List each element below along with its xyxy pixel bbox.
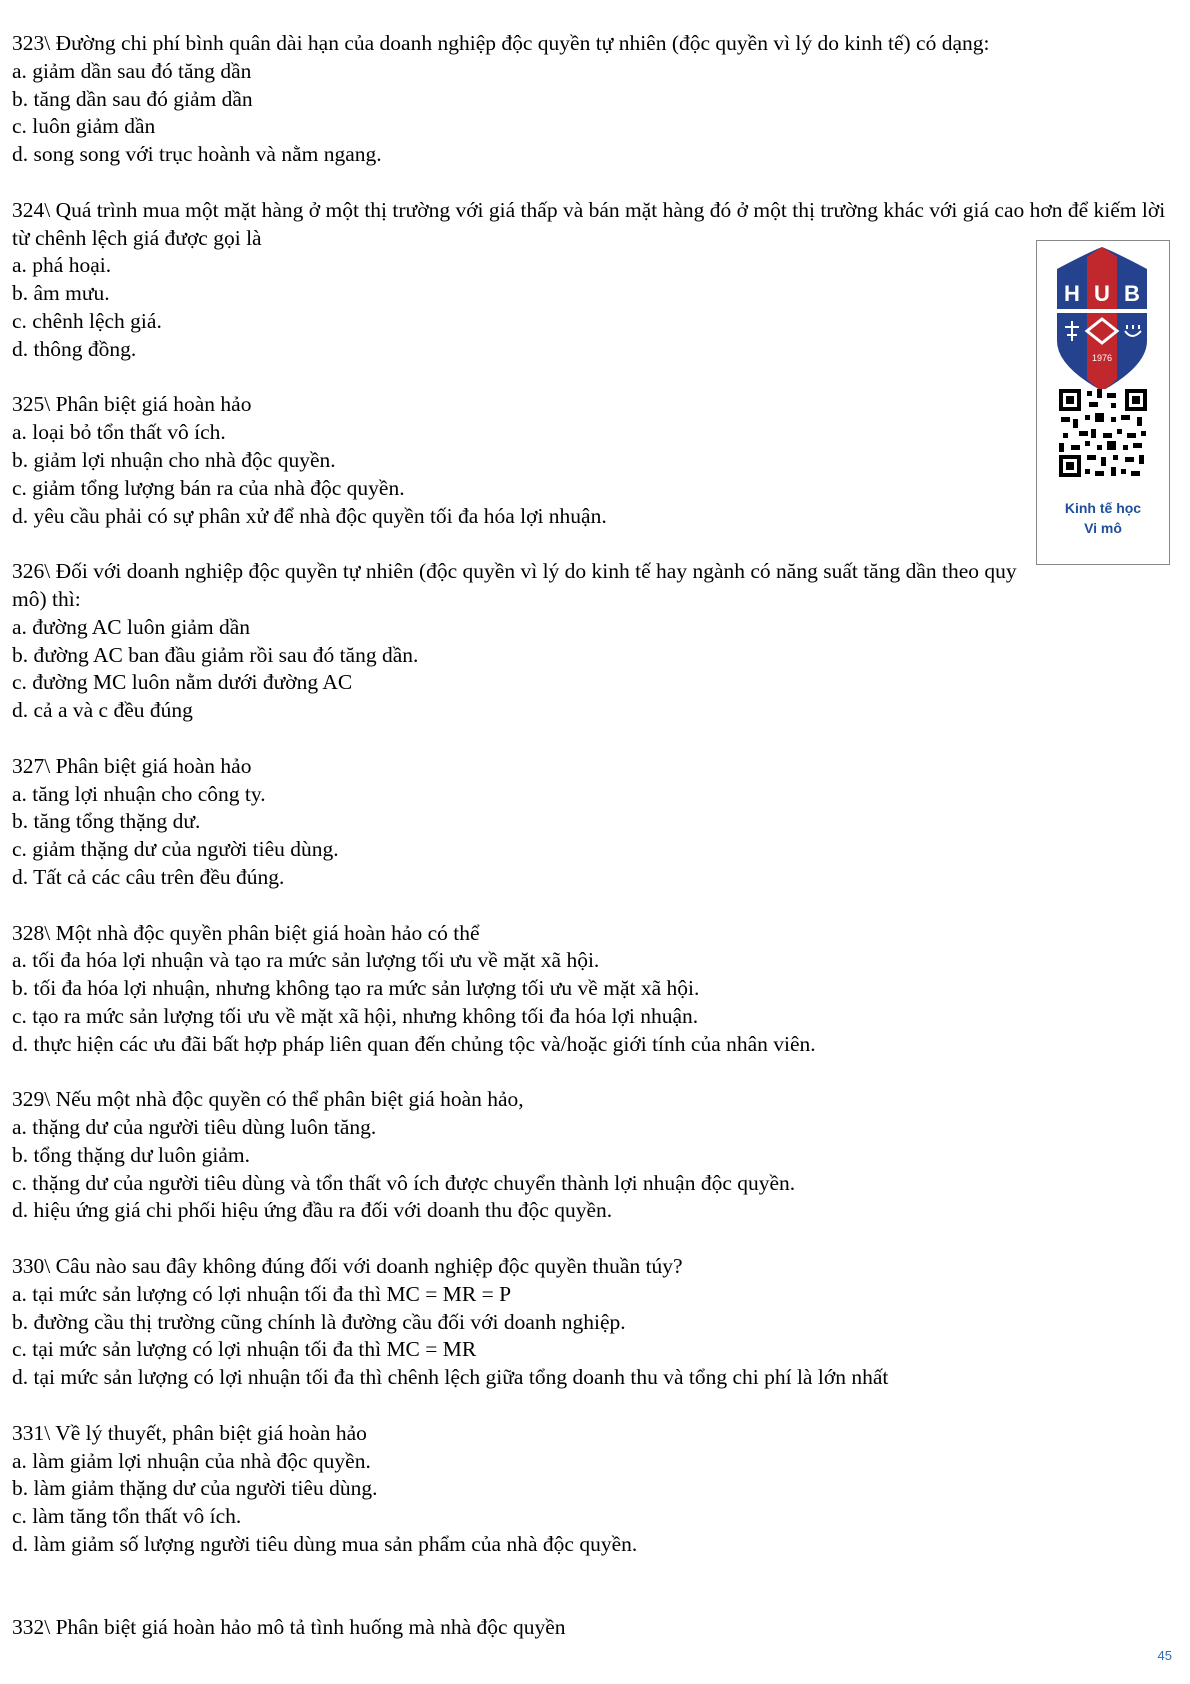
option-d: d. hiệu ứng giá chi phối hiệu ứng đầu ra đối với doanh thu độc quyền.	[12, 1198, 613, 1223]
option-d: d. làm giảm số lượng người tiêu dùng mua sản phẩm của nhà độc quyền.	[12, 1532, 638, 1557]
question-325	[12, 391, 1172, 530]
option-c: c. làm tăng tổn thất vô ích.	[12, 1504, 242, 1529]
question-332	[12, 1614, 1172, 1642]
question-stem: 329\ Nếu một nhà độc quyền có thể phân biệt giá hoàn hảo,	[12, 1087, 524, 1112]
option-c: c. thặng dư của người tiêu dùng và tổn thất vô ích được chuyển thành lợi nhuận độc quyền.	[12, 1170, 796, 1195]
option-c: c. luôn giảm dần	[12, 114, 156, 139]
question-326	[12, 558, 1172, 725]
question-324	[12, 197, 1172, 364]
question-327	[12, 753, 1172, 892]
question-stem: 331\ Về lý thuyết, phân biệt giá hoàn hảo	[12, 1420, 367, 1445]
option-d: d. Tất cả các câu trên đều đúng.	[12, 864, 285, 889]
option-d: d. yêu cầu phải có sự phân xử để nhà độc quyền tối đa hóa lợi nhuận.	[12, 503, 607, 528]
option-b: b. làm giảm thặng dư của người tiêu dùng.	[12, 1476, 378, 1501]
question-stem: 327\ Phân biệt giá hoàn hảo	[12, 753, 252, 778]
option-b: b. tổng thặng dư luôn giảm.	[12, 1142, 250, 1167]
option-c: c. tại mức sản lượng có lợi nhuận tối đa thì MC = MR	[12, 1337, 477, 1362]
question-stem: 328\ Một nhà độc quyền phân biệt giá hoàn hảo có thể	[12, 920, 480, 945]
question-stem: 323\ Đường chi phí bình quân dài hạn của doanh nghiệp độc quyền tự nhiên (độc quyền vì lý do kinh tế) có dạng:	[12, 31, 990, 55]
qr-code-icon	[1059, 389, 1147, 477]
option-b: b. tăng dần sau đó giảm dần	[12, 86, 253, 111]
hub-logo	[1037, 241, 1168, 566]
option-d: d. tại mức sản lượng có lợi nhuận tối đa thì chênh lệch giữa tổng doanh thu và tổng chi phí là lớn nhất	[12, 1365, 889, 1390]
question-stem: 330\ Câu nào sau đây không đúng đối với doanh nghiệp độc quyền thuần túy?	[12, 1254, 683, 1279]
option-a: a. phá hoại.	[12, 253, 112, 278]
option-a: a. tại mức sản lượng có lợi nhuận tối đa thì MC = MR = P	[12, 1281, 512, 1306]
question-331	[12, 1420, 1172, 1559]
option-d: d. thông đồng.	[12, 336, 137, 361]
option-a: a. làm giảm lợi nhuận của nhà độc quyền.	[12, 1448, 371, 1473]
option-b: b. giảm lợi nhuận cho nhà độc quyền.	[12, 447, 336, 472]
logo-letter-u: U	[1094, 281, 1110, 306]
option-c: c. chênh lệch giá.	[12, 308, 162, 333]
option-a: a. đường AC luôn giảm dần	[12, 614, 251, 639]
option-b: b. đường cầu thị trường cũng chính là đường cầu đối với doanh nghiệp.	[12, 1309, 626, 1334]
course-card	[1036, 240, 1170, 565]
question-328	[12, 920, 1172, 1059]
course-label-line2: Vi mô	[1084, 520, 1122, 536]
option-a: a. tối đa hóa lợi nhuận và tạo ra mức sản lượng tối ưu về mặt xã hội.	[12, 948, 600, 973]
option-d: d. song song với trục hoành và nằm ngang.	[12, 142, 382, 167]
question-329	[12, 1086, 1172, 1225]
option-a: a. giảm dần sau đó tăng dần	[12, 58, 252, 83]
page-number: 45	[1157, 1648, 1172, 1663]
option-a: a. tăng lợi nhuận cho công ty.	[12, 781, 266, 806]
option-a: a. loại bỏ tổn thất vô ích.	[12, 420, 226, 445]
question-330	[12, 1253, 1172, 1392]
option-a: a. thặng dư của người tiêu dùng luôn tăng.	[12, 1115, 377, 1140]
option-b: b. tối đa hóa lợi nhuận, nhưng không tạo ra mức sản lượng tối ưu về mặt xã hội.	[12, 976, 700, 1001]
option-c: c. giảm tổng lượng bán ra của nhà độc quyền.	[12, 475, 405, 500]
option-c: c. tạo ra mức sản lượng tối ưu về mặt xã hội, nhưng không tối đa hóa lợi nhuận.	[12, 1003, 699, 1028]
logo-year: 1976	[1091, 353, 1113, 363]
question-stem: 326\ Đối với doanh nghiệp độc quyền tự nhiên (độc quyền vì lý do kinh tế hay ngành có năng suất tăng dần theo quy mô) thì:	[12, 559, 1023, 611]
logo-letter-b: B	[1124, 281, 1140, 306]
question-list	[12, 30, 1172, 1669]
course-label-line1: Kinh tế học	[1064, 500, 1142, 516]
option-d: d. thực hiện các ưu đãi bất hợp pháp liên quan đến chủng tộc và/hoặc giới tính của nhân viên.	[12, 1031, 816, 1056]
question-stem: 324\ Quá trình mua một mặt hàng ở một thị trường với giá thấp và bán mặt hàng đó ở một thị trường khác với giá cao hơn để kiếm lời từ chênh lệch giá được gọi là	[12, 197, 1171, 250]
option-c: c. đường MC luôn nằm dưới đường AC	[12, 670, 353, 695]
option-d: d. cả a và c đều đúng	[12, 698, 193, 723]
question-stem: 332\ Phân biệt giá hoàn hảo mô tả tình huống mà nhà độc quyền	[12, 1614, 566, 1639]
question-323	[12, 30, 1172, 169]
question-stem: 325\ Phân biệt giá hoàn hảo	[12, 392, 252, 417]
option-b: b. đường AC ban đầu giảm rồi sau đó tăng dần.	[12, 642, 419, 667]
option-b: b. tăng tổng thặng dư.	[12, 809, 201, 834]
option-c: c. giảm thặng dư của người tiêu dùng.	[12, 837, 339, 862]
logo-letter-h: H	[1064, 281, 1080, 306]
option-b: b. âm mưu.	[12, 281, 110, 306]
